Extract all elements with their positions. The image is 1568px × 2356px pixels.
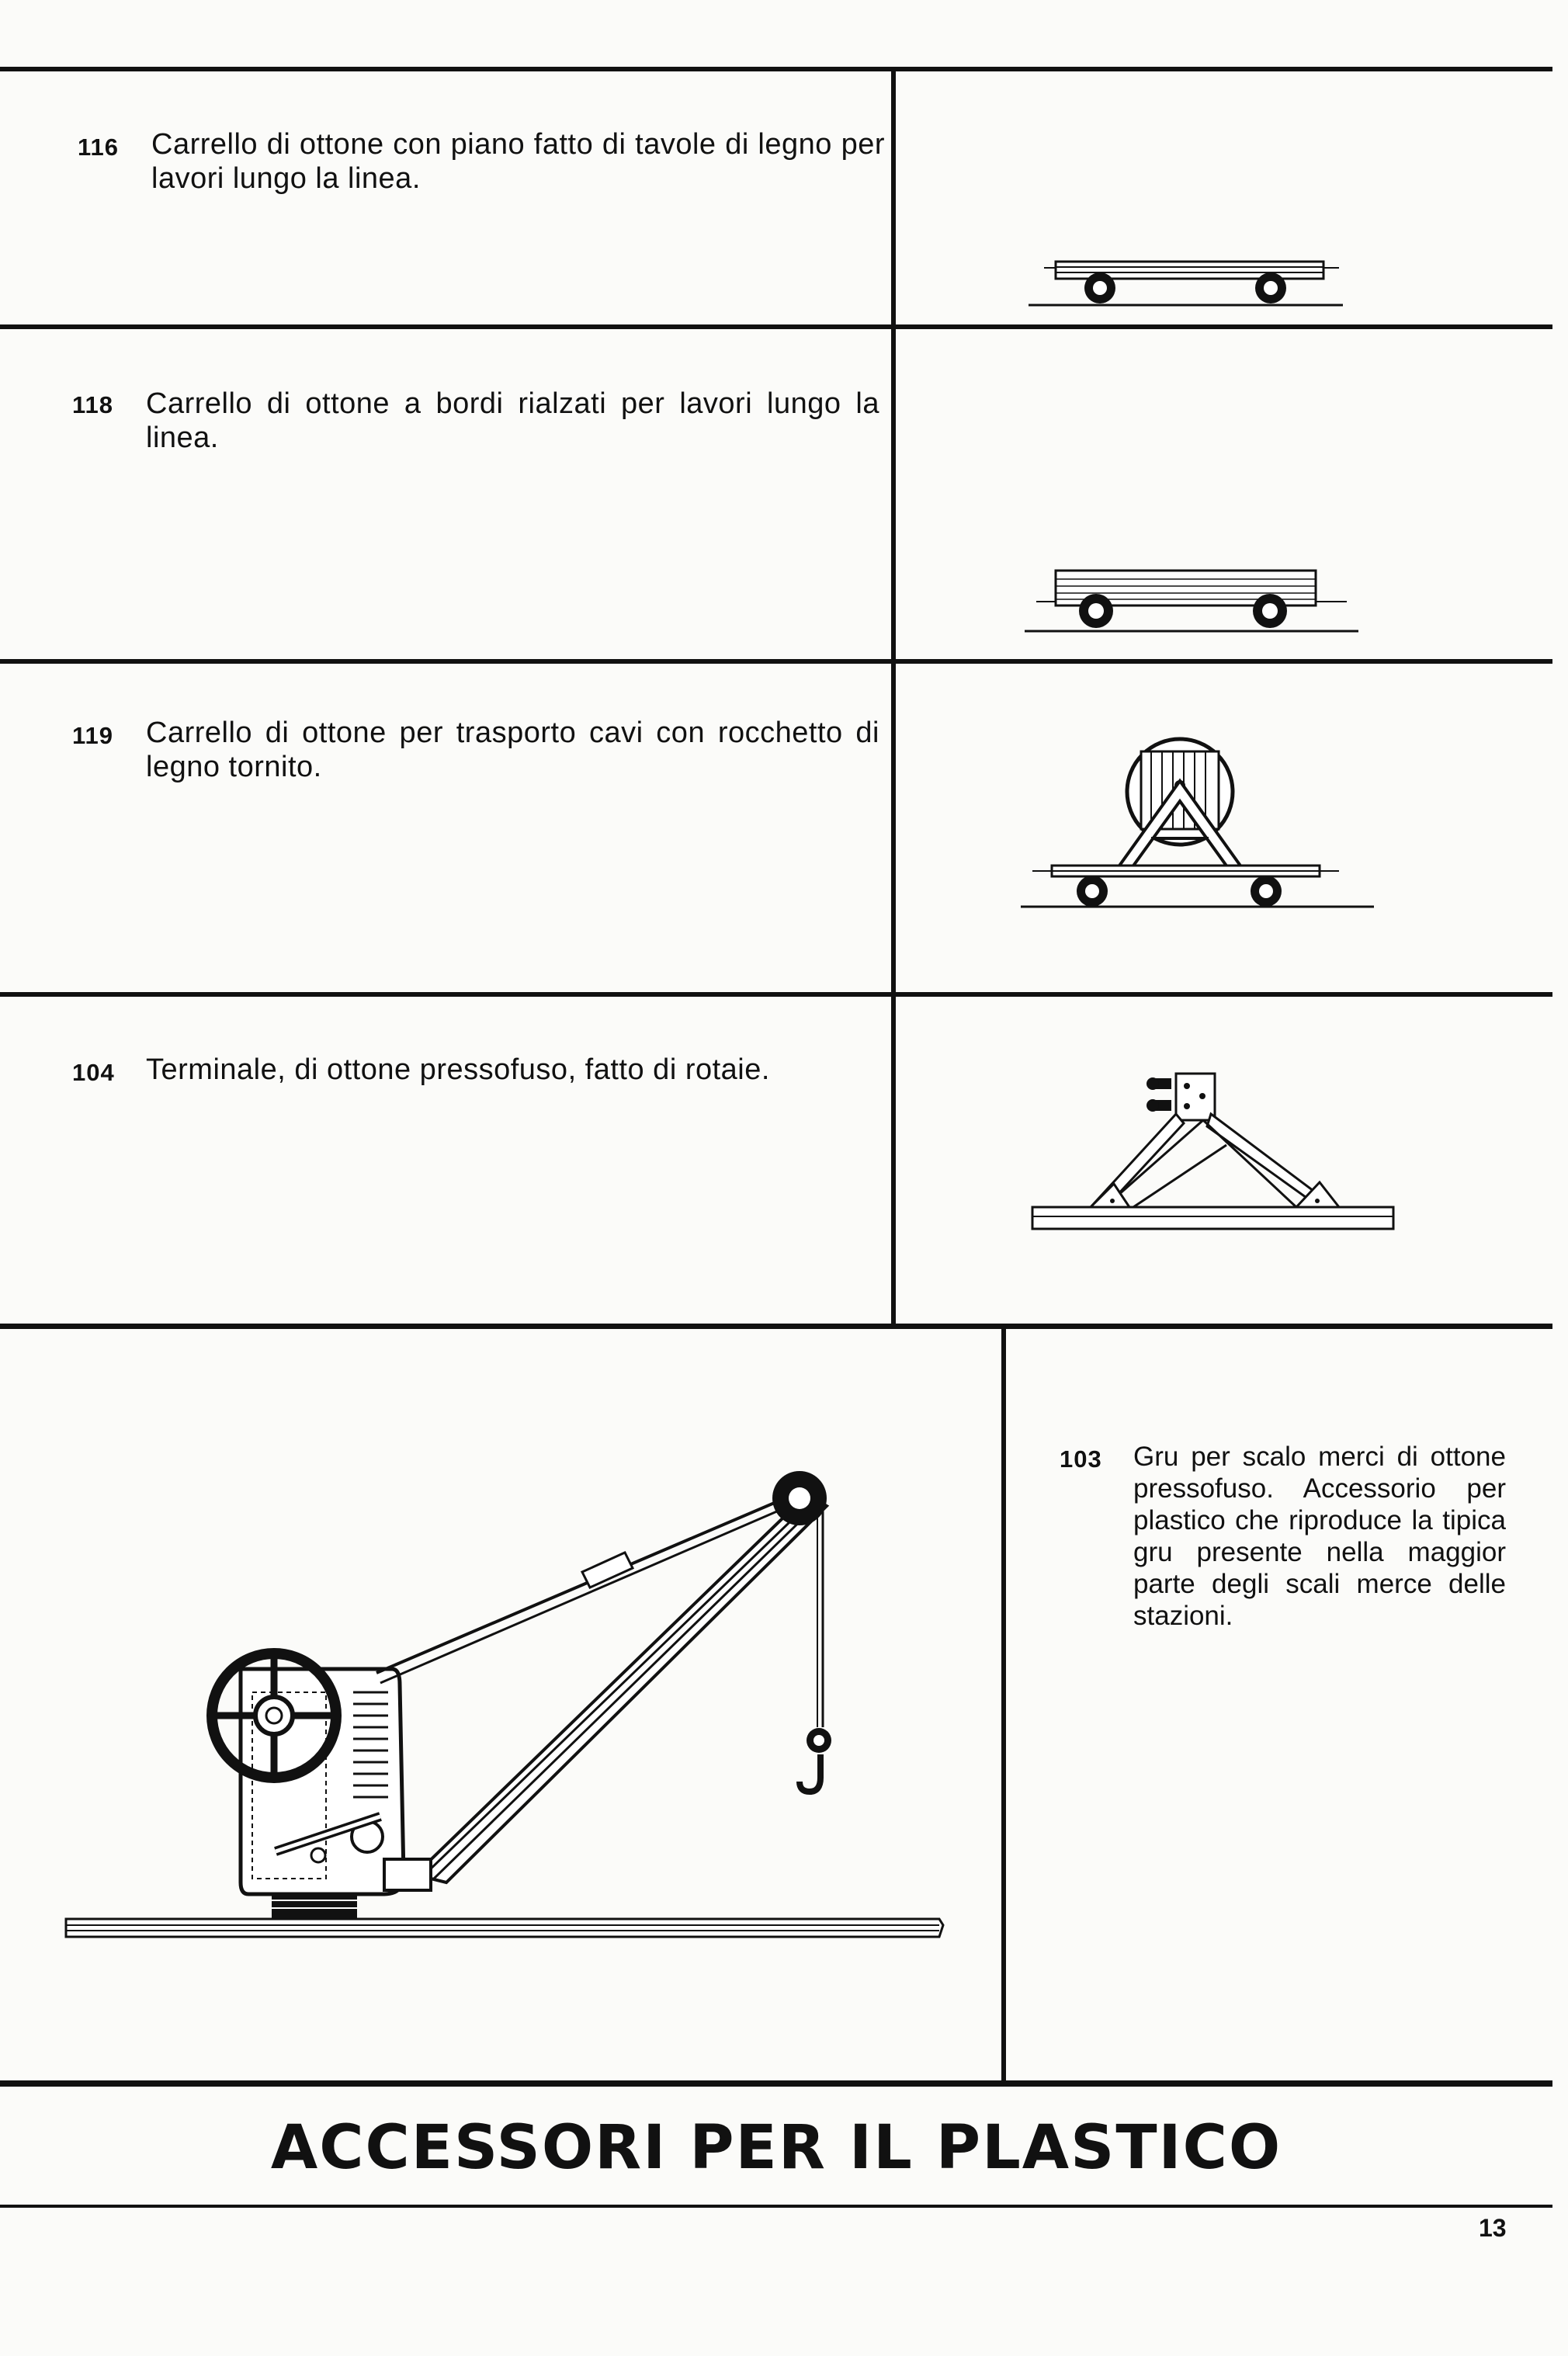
page-title: ACCESSORI PER IL PLASTICO [270,2113,1282,2183]
item-number: 103 [1060,1445,1102,1473]
trolley-flat-icon [1029,252,1355,314]
goods-crane-icon [66,1436,959,1941]
item-description: Carrello di ottone con piano fatto di tavole di legno per lavori lungo la linea. [151,128,885,195]
row-divider-2 [0,659,1552,664]
cable-trolley-icon [1021,730,1378,916]
item-description: Terminale, di ottone pressofuso, fatto di rotaie. [146,1053,770,1086]
row-divider-5 [0,2080,1552,2087]
item-number: 104 [72,1059,115,1086]
crane-column-divider [1001,1326,1006,2084]
item-description: Carrello di ottone per trasporto cavi con rocchetto di legno tornito. [146,717,879,783]
row-divider-3 [0,992,1552,997]
buffer-stop-icon [1029,1067,1401,1238]
bottom-rule [0,2205,1552,2208]
row-divider-1 [0,324,1552,329]
item-description: Gru per scalo merci di ottone pressofuso. Accessorio per plastico che riproduce la tipica gru presente nella maggior parte degli scali merce delle stazioni. [1133,1442,1506,1631]
page-number: 13 [1479,2214,1507,2242]
item-number: 119 [72,722,114,749]
row-divider-4 [0,1324,1552,1329]
column-divider [891,67,896,1326]
item-number: 116 [78,134,120,161]
item-description: Carrello di ottone a bordi rialzati per lavori lungo la linea. [146,387,879,454]
trolley-sided-icon [1025,563,1366,640]
item-number: 118 [72,391,114,418]
top-rule [0,67,1552,71]
